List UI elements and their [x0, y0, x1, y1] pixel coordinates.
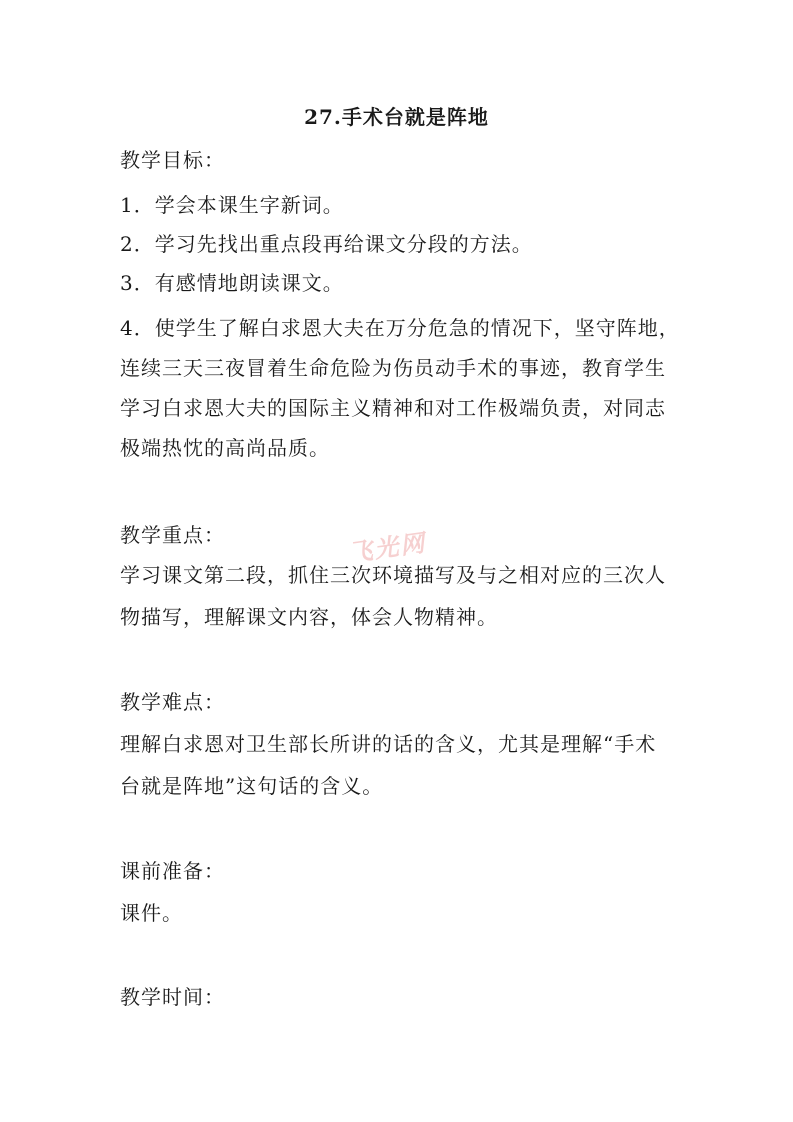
goal-item-4-line-4: 极端热忱的高尚品质。: [120, 436, 330, 460]
goal-item-1: 1．学会本课生字新词。: [120, 193, 344, 217]
goal-item-4-line-2: 连续三天三夜冒着生命危险为伤员动手术的事迹，教育学生: [120, 356, 666, 380]
time-heading: 教学时间：: [120, 985, 225, 1009]
key-line-1: 学习课文第二段，抓住三次环境描写及与之相对应的三次人: [120, 563, 666, 587]
goal-item-4-line-3: 学习白求恩大夫的国际主义精神和对工作极端负责，对同志: [120, 396, 666, 420]
prep-text: 课件。: [120, 901, 183, 925]
key-heading: 教学重点：: [120, 523, 225, 547]
prep-heading: 课前准备：: [120, 859, 225, 883]
goal-item-3: 3．有感情地朗读课文。: [120, 271, 344, 295]
watermark-logo: 飞光网: [346, 528, 428, 568]
difficulty-line-2: 台就是阵地”这句话的含义。: [120, 774, 384, 798]
difficulty-heading: 教学难点：: [120, 690, 225, 714]
key-line-2: 物描写，理解课文内容，体会人物精神。: [120, 605, 498, 629]
goals-heading: 教学目标：: [120, 148, 225, 172]
goal-item-4-line-1: 4．使学生了解白求恩大夫在万分危急的情况下，坚守阵地，: [120, 316, 680, 340]
goal-item-2: 2．学习先找出重点段再给课文分段的方法。: [120, 232, 533, 256]
difficulty-line-1: 理解白求恩对卫生部长所讲的话的含义，尤其是理解“手术: [120, 732, 657, 756]
document-title: 27.手术台就是阵地: [304, 105, 489, 129]
